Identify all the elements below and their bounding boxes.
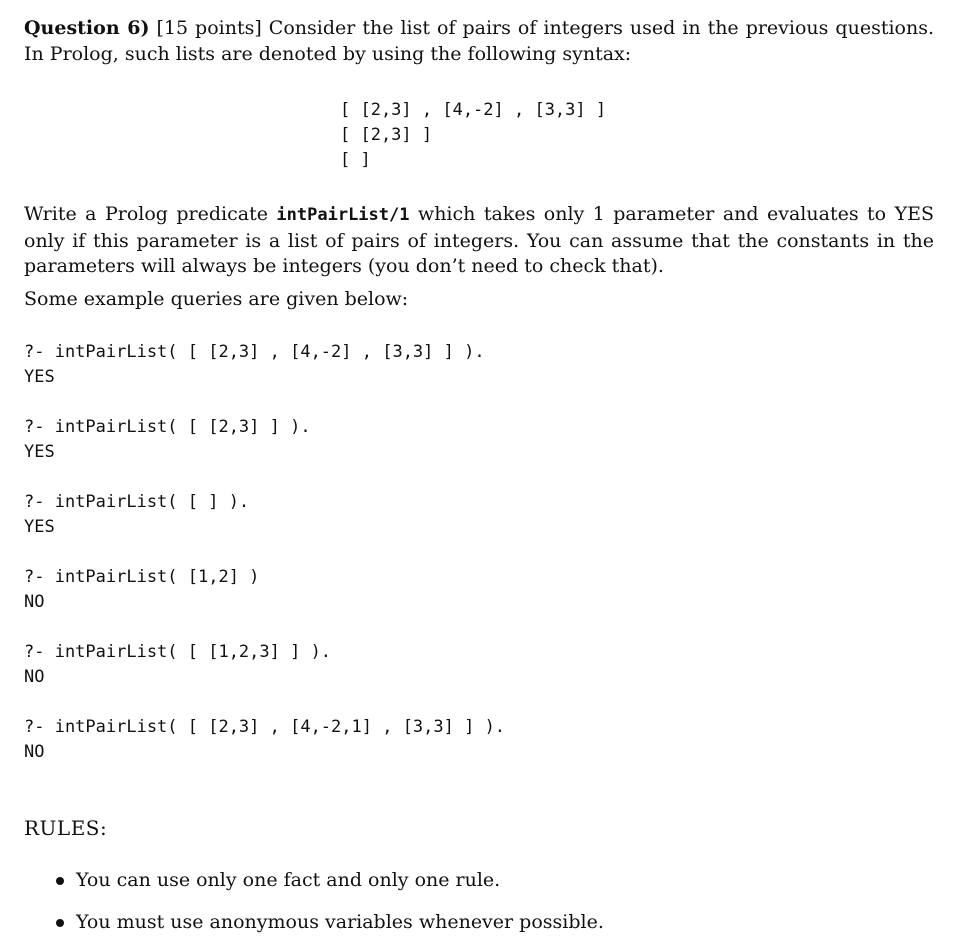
question-intro-text: Consider the list of pairs of integers used in the previous questions. In Prolog, such lists are denoted by using the following syntax: (24, 17, 934, 65)
syntax-example: [ ] (340, 150, 371, 170)
example-query: ?- intPairList( [ [2,3] , [4,-2] , [3,3] ] ). (24, 342, 485, 362)
example-query: ?- intPairList( [ [1,2,3] ] ). (24, 642, 332, 662)
examples-heading: Some example queries are given below: (24, 288, 409, 310)
question-intro (24, 16, 934, 67)
predicate-name: intPairList/1 (276, 205, 410, 225)
example-answer: YES (24, 442, 55, 462)
syntax-example: [ [2,3] ] (340, 125, 433, 145)
rule-item (56, 868, 604, 893)
example-answer: YES (24, 367, 55, 387)
bullet-icon (56, 919, 64, 927)
task-text-after: which takes only 1 parameter and evaluates to YES only if this parameter is a list of pairs of integers. You can assume that the constants in the parameters will always be integers (you don’t need to check that). (24, 203, 934, 277)
example-answer: YES (24, 517, 55, 537)
rules-list (56, 868, 604, 952)
example-answer: NO (24, 742, 45, 762)
syntax-examples (340, 98, 606, 173)
bullet-icon (56, 877, 64, 885)
rule-text: You can use only one fact and only one rule. (76, 869, 501, 891)
example-query: ?- intPairList( [ [2,3] ] ). (24, 417, 311, 437)
syntax-example: [ [2,3] , [4,-2] , [3,3] ] (340, 100, 607, 120)
rules-heading: RULES: (24, 816, 108, 840)
example-query: ?- intPairList( [ [2,3] , [4,-2,1] , [3,3] ] ). (24, 717, 506, 737)
rule-text: You must use anonymous variables whenever possible. (76, 911, 604, 933)
rule-item (56, 910, 604, 935)
task-description (24, 202, 934, 280)
example-answer: NO (24, 667, 45, 687)
example-answer: NO (24, 592, 45, 612)
example-query: ?- intPairList( [ ] ). (24, 492, 250, 512)
question-points: [15 points] (156, 17, 262, 39)
question-label: Question 6) (24, 17, 150, 39)
example-query: ?- intPairList( [1,2] ) (24, 567, 260, 587)
task-text-before: Write a Prolog predicate (24, 203, 277, 225)
